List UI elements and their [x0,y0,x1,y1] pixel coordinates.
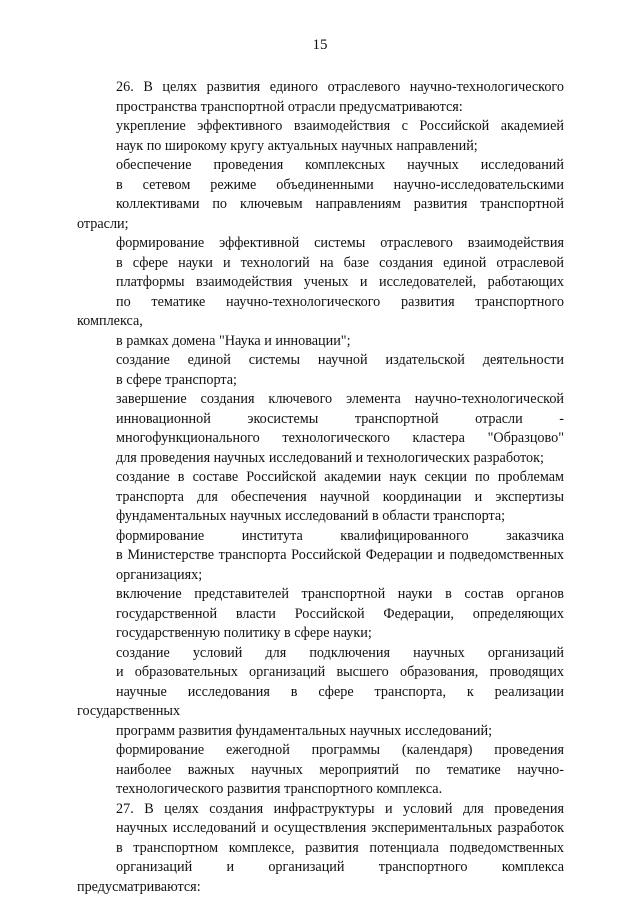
paragraph [77,527,564,586]
text-line: завершение создания ключевого элемента научно-технологической [116,391,564,407]
text-line: создание условий для подключения научных организаций [116,644,564,661]
paragraph [77,351,564,390]
paragraph [77,117,564,156]
text-line: научных исследований и осуществления экспериментальных разработок [116,820,564,836]
text-line: в сфере науки и технологий на базе создания единой отраслевой [116,254,564,271]
text-line: обеспечение проведения комплексных научных исследований [116,157,564,173]
text-line: транспорта для обеспечения научной координации и экспертизы [116,488,564,505]
paragraph [77,156,564,234]
text-line: для проведения научных исследований и технологических разработок; [116,449,544,466]
text-line: 27. В целях создания инфраструктуры и условий для проведения [116,800,564,817]
paragraph [77,78,564,117]
text-line: 26. В целях развития единого отраслевого научно-технологического [116,79,564,95]
text-line: технологического развития транспортного комплекса. [116,781,443,797]
text-line: коллективами по ключевым направлениям развития транспортной отрасли; [77,196,564,232]
text-line: платформы взаимодействия ученых и исследователей, работающих [116,274,564,290]
document-body [77,78,564,897]
text-line: в Министерстве транспорта Российской Федерации и подведомственных [116,547,564,563]
paragraph [77,741,564,800]
paragraph [77,585,564,644]
text-line: программ развития фундаментальных научных исследований; [116,722,493,739]
text-line: многофункционального технологического кластера "Образцово" [116,430,564,446]
text-line: и образовательных организаций высшего образования, проводящих [116,664,564,680]
text-line: в транспортном комплексе, развития потенциала подведомственных [116,839,564,856]
text-line: организаций и организаций транспортного комплекса предусматриваются: [77,859,564,895]
text-line: в рамках домена "Наука и инновации"; [116,332,351,349]
paragraph [77,234,564,351]
text-line: организациях; [116,566,203,583]
text-line: государственную политику в сфере науки; [116,625,372,641]
paragraph [77,644,564,742]
text-line: наук по широкому кругу актуальных научных направлений; [116,137,478,154]
paragraph [77,800,564,898]
page-number: 15 [312,37,328,53]
text-line: фундаментальных научных исследований в области транспорта; [116,508,506,524]
text-line: создание в составе Российской академии наук секции по проблемам [116,469,564,485]
text-line: наиболее важных научных мероприятий по тематике научно- [116,761,564,778]
text-line: пространства транспортной отрасли предусматриваются: [116,98,463,115]
text-line: по тематике научно-технологического развития транспортного комплекса, [77,293,564,329]
text-line: включение представителей транспортной науки в состав органов [116,586,564,602]
text-line: формирование ежегодной программы (календаря) проведения [116,742,564,758]
text-line: укрепление эффективного взаимодействия с Российской академией [116,118,564,134]
text-line: формирование эффективной системы отраслевого взаимодействия [116,235,564,251]
paragraph [77,390,564,468]
text-line: в сфере транспорта; [116,371,238,388]
text-line: формирование института квалифицированного заказчика [116,527,564,544]
text-line: научные исследования в сфере транспорта, к реализации государственных [77,683,564,719]
paragraph [77,468,564,527]
text-line: в сетевом режиме объединенными научно-исследовательскими [116,176,564,193]
text-line: инновационной экосистемы транспортной отрасли - [116,410,564,427]
text-line: создание единой системы научной издательской деятельности [116,352,564,368]
text-line: государственной власти Российской Федерации, определяющих [116,605,564,622]
